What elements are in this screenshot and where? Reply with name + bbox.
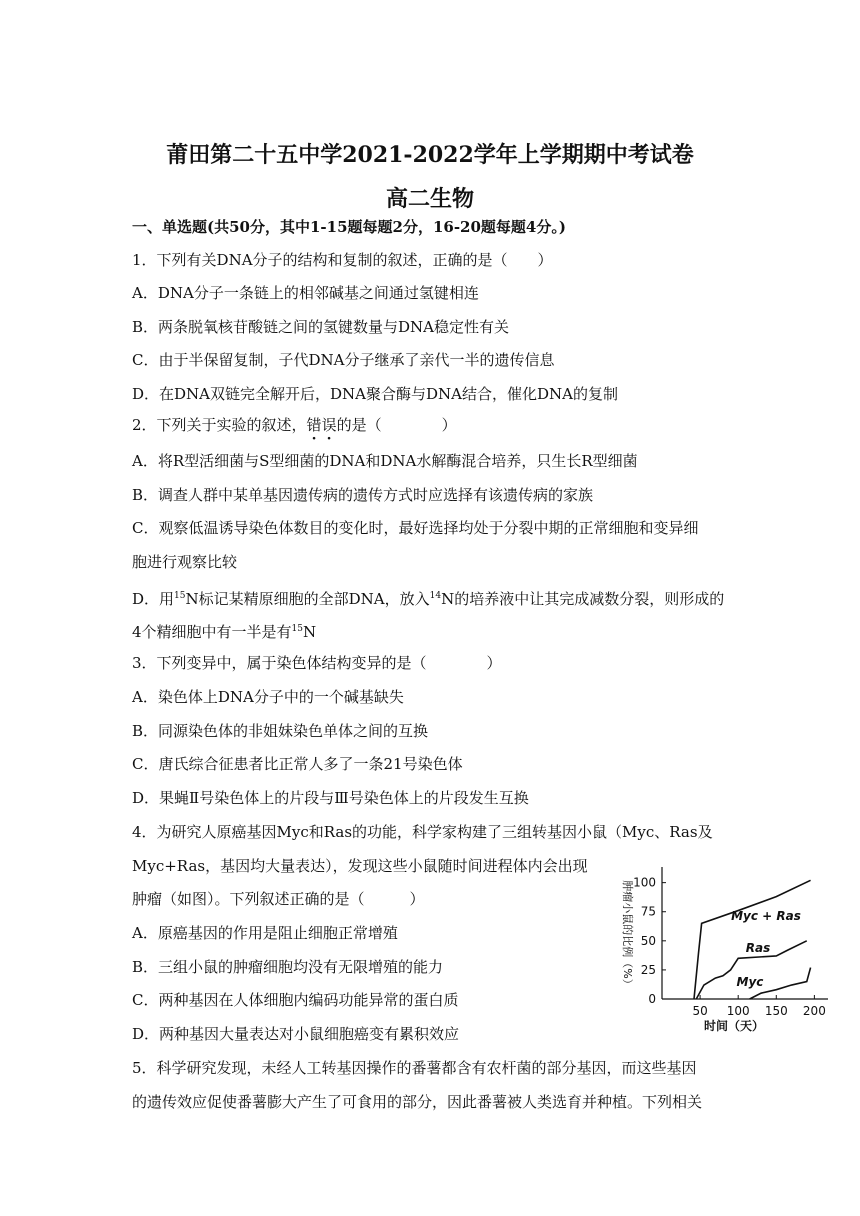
q3-option-c: C．唐氏综合征患者比正常人多了一条21号染色体 [132,755,463,773]
y-tick-label: 0 [648,992,656,1006]
q2-option-d-line2 [132,619,316,642]
x-tick-label: 100 [726,1004,750,1018]
q4-option-d: D．两种基因大量表达对小鼠细胞癌变有累积效应 [132,1025,460,1043]
q2-stem-emph-1: 错 [306,416,322,434]
x-tick-label: 150 [764,1004,788,1018]
q4-stem-line2: Myc+Ras，基因均大量表达），发现这些小鼠随时间进程体内会出现 [132,857,588,875]
q2-d1-a: D．用 [132,590,175,608]
q4-option-b: B．三组小鼠的肿瘤细胞均没有无限增殖的能力 [132,958,444,976]
x-tick-label: 50 [692,1004,708,1018]
x-tick-label: 200 [802,1004,826,1018]
q4-option-c: C．两种基因在人体细胞内编码功能异常的蛋白质 [132,991,459,1009]
x-axis-label: 时间（天） [703,1019,765,1033]
q3-stem: 3．下列变异中，属于染色体结构变异的是（ ） [132,654,502,672]
series-label: Ras [745,941,771,955]
q1-stem: 1．下列有关DNA分子的结构和复制的叙述，正确的是（ ） [132,251,553,269]
q1-option-b: B．两条脱氧核苷酸链之间的氢键数量与DNA稳定性有关 [132,318,510,336]
q2-d2-a: 4个精细胞中有一半是有 [132,623,292,641]
tumor-chart [610,862,835,1038]
q2-option-d-line1 [132,586,724,609]
q2-d1-b: N标记某精原细胞的全部DNA，放入 [185,590,430,608]
q2-option-c-line1: C．观察低温诱导染色体数目的变化时，最好选择均处于分裂中期的正常细胞和变异细 [132,519,699,537]
y-axis-label: 肿瘤小鼠的比例（%） [621,880,634,990]
series-label: Myc [736,975,764,989]
q2-d1-c: N的培养液中让其完成减数分裂，则形成的 [441,590,725,608]
q5-line2: 的遗传效应促使番薯膨大产生了可食用的部分，因此番薯被人类选育并种植。下列相关 [132,1093,703,1111]
q2-option-c-line2: 胞进行观察比较 [132,553,238,571]
q1-option-c: C．由于半保留复制，子代DNA分子继承了亲代一半的遗传信息 [132,351,555,369]
q2-stem-emph-2: 误 [321,416,337,434]
y-tick-label: 100 [633,875,656,890]
q4-option-a: A．原癌基因的作用是阻止细胞正常增殖 [132,924,398,942]
q1-option-d: D．在DNA双链完全解开后，DNA聚合酶与DNA结合，催化DNA的复制 [132,385,618,403]
q2-option-a: A．将R型活细菌与S型细菌的DNA和DNA水解酶混合培养，只生长R型细菌 [132,452,638,470]
q2-stem [132,415,457,435]
q3-option-d: D．果蝇Ⅱ号染色体上的片段与Ⅲ号染色体上的片段发生互换 [132,789,529,807]
q2-d2-b: N [303,623,317,641]
q1-option-a: A．DNA分子一条链上的相邻碱基之间通过氢键相连 [132,284,479,302]
q2-option-b: B．调查人群中某单基因遗传病的遗传方式时应选择有该遗传病的家族 [132,486,594,504]
q4-stem-line3: 肿瘤（如图）。下列叙述正确的是（ ） [132,890,425,908]
q4-stem-line1: 4．为研究人原癌基因Myc和Ras的功能，科学家构建了三组转基因小鼠（Myc、Ras及 [132,823,713,841]
q5-line1: 5．科学研究发现，未经人工转基因操作的番薯都含有农杆菌的部分基因，而这些基因 [132,1059,697,1077]
section-heading: 一、单选题(共50分，其中1-15题每题2分，16-20题每题4分。) [132,218,566,236]
y-tick-label: 50 [640,933,656,948]
series-label: Myc + Ras [731,909,801,923]
y-tick-label: 25 [640,962,656,977]
q3-option-b: B．同源染色体的非姐妹染色单体之间的互换 [132,722,429,740]
exam-subject: 高二生物 [385,186,474,212]
tumor-chart-svg [610,862,835,1034]
q2-d1-sup1: 15 [174,591,186,601]
q2-d1-sup2: 14 [429,591,442,601]
q2-d2-sup: 15 [291,624,303,634]
q3-option-a: A．染色体上DNA分子中的一个碱基缺失 [132,688,404,706]
q2-stem-post: 的是（ ） [336,416,457,434]
q2-stem-pre: 2．下列关于实验的叙述， [132,416,307,434]
y-tick-label: 75 [640,904,656,919]
exam-title: 莆田第二十五中学2021-2022学年上学期期中考试卷 [166,142,694,168]
